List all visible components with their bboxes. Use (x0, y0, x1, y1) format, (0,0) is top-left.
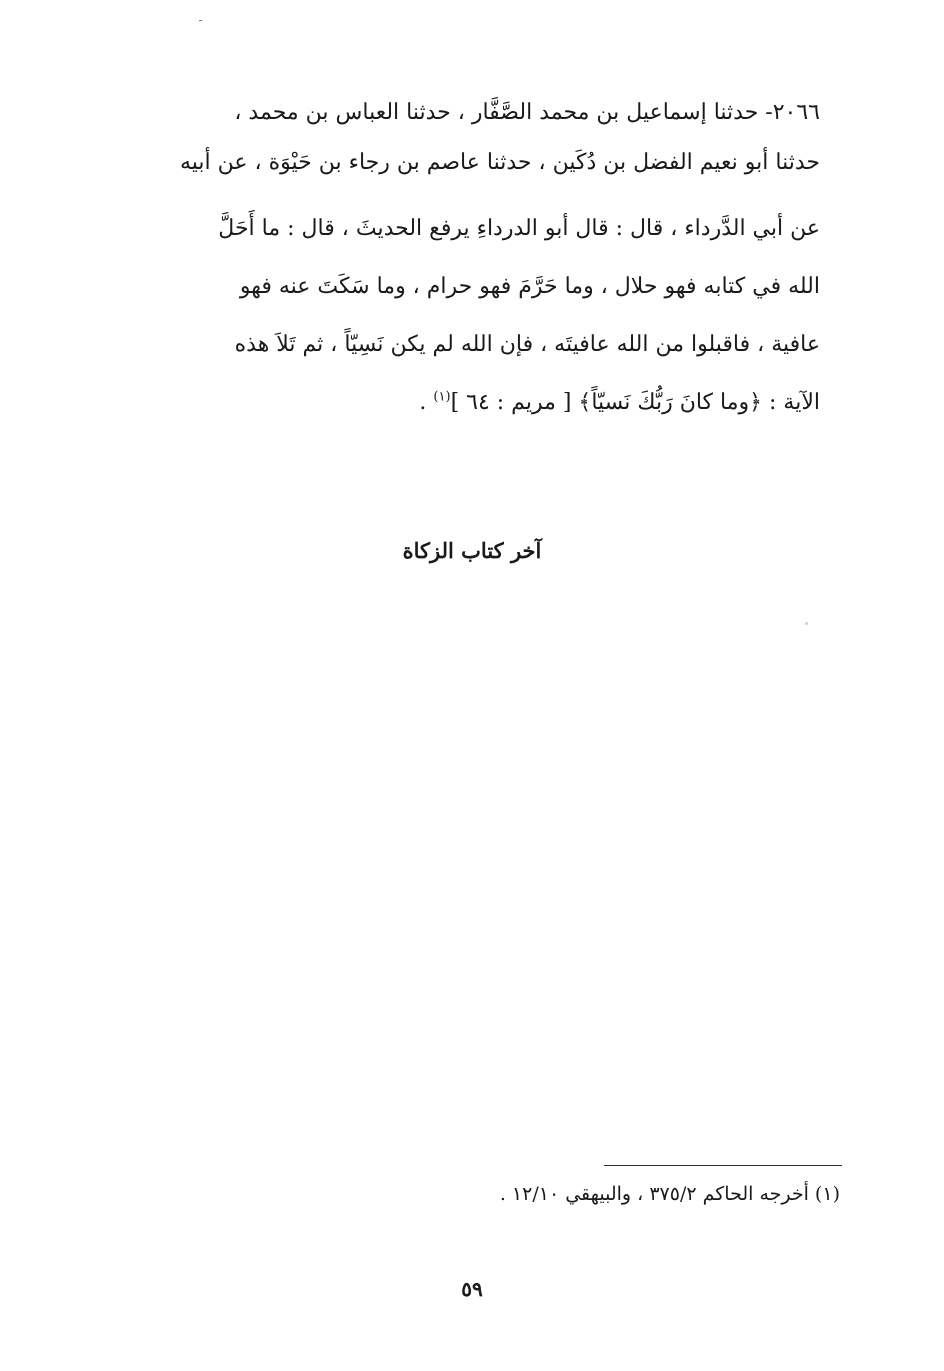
matn-line-4-text: الآية : ﴿وما كانَ رَبُّكَ نَسيّاً﴾ [ مريم : ٦٤ ] (450, 390, 820, 415)
hadith-isnad (120, 88, 820, 188)
scan-mark (199, 20, 202, 21)
footnote-ref: (١) (433, 389, 451, 405)
matn-line-2: الله في كتابه فهو حلال ، وما حَرَّمَ فهو حرام ، وما سَكَتَ عنه فهو (239, 274, 820, 299)
isnad-line-1: ٢٠٦٦- حدثنا إسماعيل بن محمد الصَّفَّار ، حدثنا العباس بن محمد ، (234, 100, 820, 125)
hadith-matn (130, 200, 820, 432)
page-number: ٥٩ (461, 1277, 483, 1301)
end-punct: . (419, 390, 434, 415)
matn-line-4 (130, 374, 820, 432)
isnad-line-2: حدثنا أبو نعيم الفضل بن دُكَين ، حدثنا عاصم بن رجاء بن حَيْوَة ، عن أبيه (180, 150, 820, 175)
matn-line-1: عن أبي الدَّرداء ، قال : قال أبو الدرداءِ يرفع الحديثَ ، قال : ما أَحَلَّ (218, 216, 820, 241)
footnote: (١) أخرجه الحاكم ٣٧٥/٢ ، والبيهقي ١٢/١٠ . (499, 1183, 840, 1205)
section-end-title: آخر كتاب الزكاة (402, 538, 542, 563)
scan-speck (805, 622, 808, 625)
footnote-divider (604, 1165, 842, 1166)
matn-line-3: عافية ، فاقبلوا من الله عافيتَه ، فإن الله لم يكن نَسِيّاً ، ثم تَلاَ هذه (234, 332, 820, 357)
